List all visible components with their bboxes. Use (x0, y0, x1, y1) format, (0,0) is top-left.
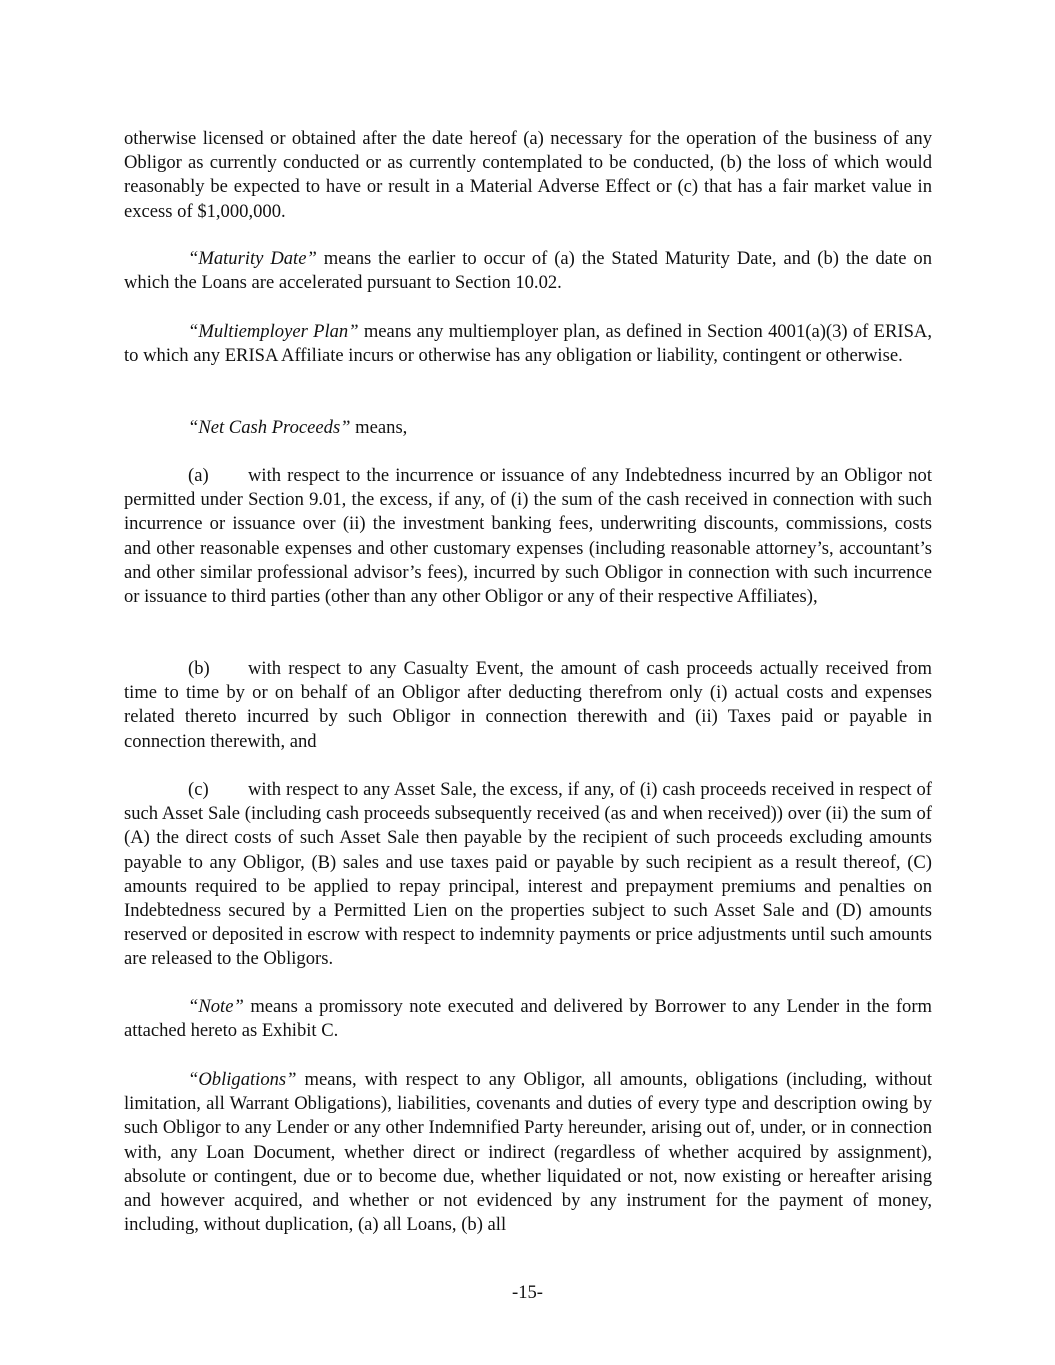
defined-term: “Maturity Date” (188, 248, 317, 269)
definition-text: means any multiemployer plan, as defined in Section 4001(a)(3) of ERISA, to which any ERISA Affiliate incurs or otherwise has any obligation or liability, contingent or otherwise. (124, 321, 932, 367)
definition-text: means a promissory note executed and delivered by Borrower to any Lender in the form attached hereto as Exhibit C. (124, 996, 932, 1042)
definition-net-cash-proceeds (124, 416, 932, 440)
defined-term: “Note” (188, 996, 244, 1017)
item-text: with respect to any Asset Sale, the excess, if any, of (i) cash proceeds received in respect of such Asset Sale (including cash proceeds subsequently received (as and when received)) over (ii) the sum of (A) the direct costs of such Asset Sale then payable by the recipient of such proceeds excluding amounts payable to any Obligor, (B) sales and use taxes paid or payable by such recipient as a result thereof, (C) amounts required to be applied to repay principal, interest and prepayment premiums and penalties on Indebtedness secured by a Permitted Lien on the properties subject to such Asset Sale and (D) amounts reserved or deposited in escrow with respect to indemnity payments or price adjustments until such amounts are released to the Obligors. (124, 779, 932, 970)
defined-term: “Multiemployer Plan” (188, 321, 359, 342)
net-cash-item-a (124, 464, 932, 609)
defined-term: “Obligations” (188, 1069, 297, 1090)
item-label: (a) (188, 465, 209, 486)
definition-text: means, (350, 417, 408, 438)
continuation-paragraph: otherwise licensed or obtained after the date hereof (a) necessary for the operation of the business of any Obligor as currently conducted or as currently contemplated to be conducted, (b) the loss of which would reasonably be expected to have or result in a Material Adverse Effect or (c) that has a fair market value in excess of $1,000,000. (124, 128, 932, 222)
page-number: -15- (512, 1282, 543, 1303)
item-text: with respect to the incurrence or issuance of any Indebtedness incurred by an Obligor not permitted under Section 9.01, the excess, if any, of (i) the sum of the cash received in connection with such incurrence or issuance over (ii) the investment banking fees, underwriting discounts, commissions, costs and other reasonable expenses and other customary expenses (including reasonable attorney’s, accountant’s and other similar professional advisor’s fees), incurred by such Obligor in connection with such incurrence or issuance to third parties (other than any other Obligor or any of their respective Affiliates), (124, 465, 932, 608)
definition-text: means the earlier to occur of (a) the Stated Maturity Date, and (b) the date on which the Loans are accelerated pursuant to Section 10.02. (124, 248, 932, 294)
definition-text: means, with respect to any Obligor, all amounts, obligations (including, without limitation, all Warrant Obligations), liabilities, covenants and duties of every type and description owing by such Obligor to any Lender or any other Indemnified Party hereunder, arising out of, under, or in connection with, any Loan Document, whether direct or indirect (regardless of whether acquired by assignment), absolute or contingent, due or to become due, whether liquidated or not, now existing or hereafter arising and however acquired, and whether or not evidenced by any instrument for the payment of money, including, without duplication, (a) all Loans, (b) all (124, 1069, 932, 1236)
defined-term: “Net Cash Proceeds” (188, 417, 351, 438)
net-cash-item-c (124, 778, 932, 972)
definition-maturity-date (124, 247, 932, 295)
definition-note (124, 995, 932, 1043)
item-label: (c) (188, 779, 209, 800)
item-label: (b) (188, 658, 210, 679)
definition-obligations (124, 1068, 932, 1237)
net-cash-item-b (124, 657, 932, 754)
item-text: with respect to any Casualty Event, the amount of cash proceeds actually received from time to time by or on behalf of an Obligor after deducting therefrom only (i) actual costs and expenses related thereto incurred by such Obligor in connection therewith and (ii) Taxes paid or payable in connection therewith, and (124, 658, 932, 752)
definition-multiemployer-plan (124, 320, 932, 368)
